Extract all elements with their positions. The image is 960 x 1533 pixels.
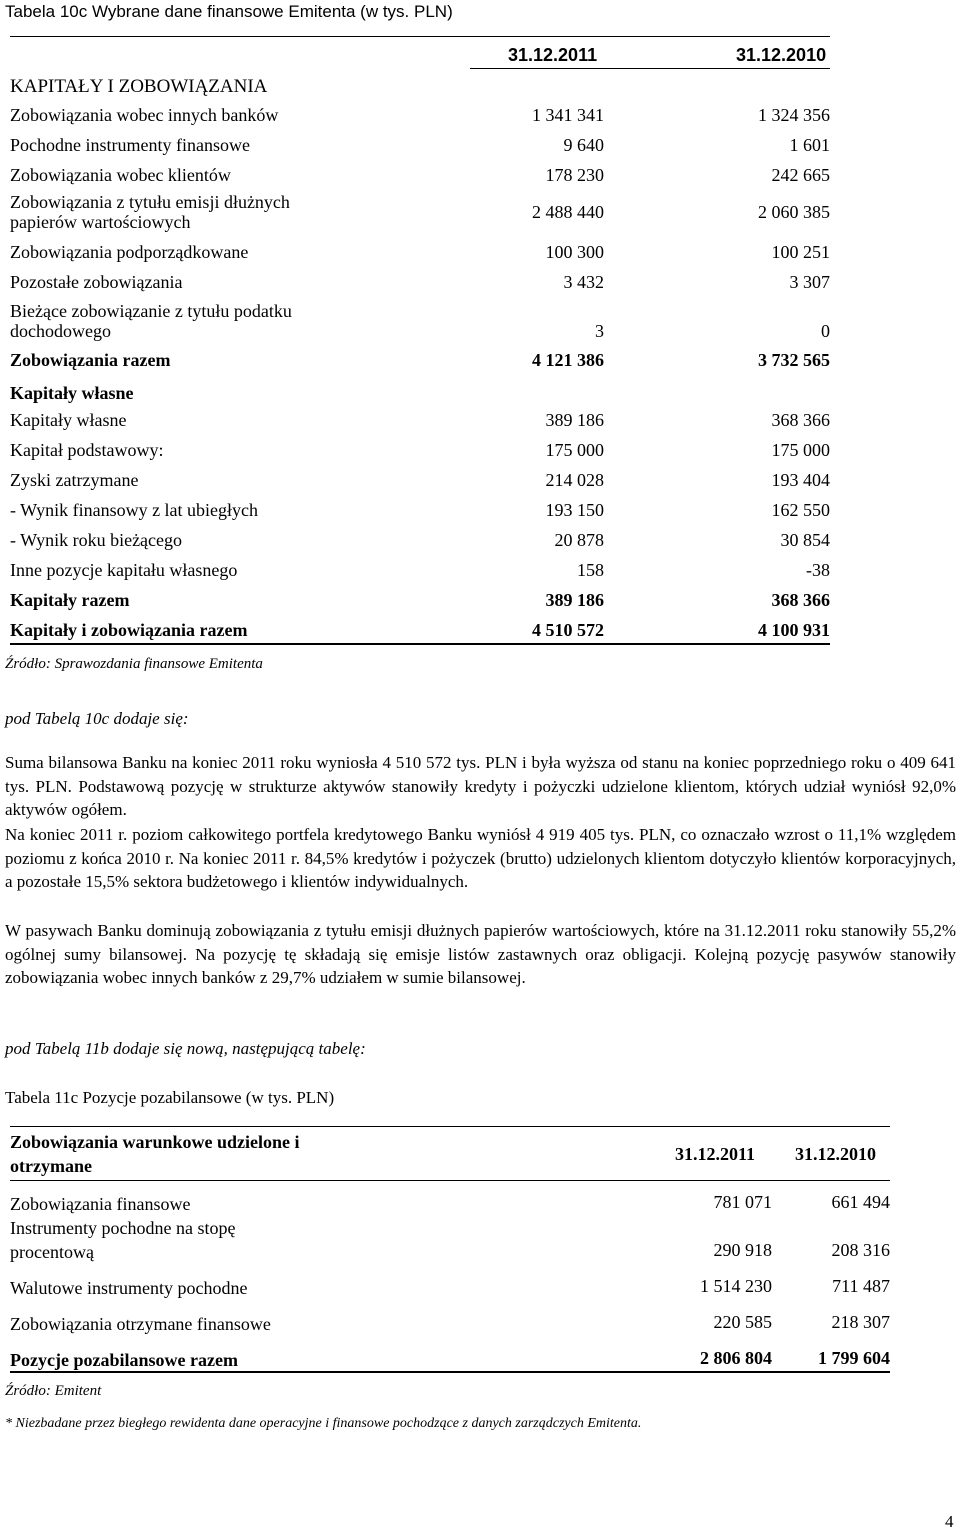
table-row — [10, 160, 830, 190]
row-label: Walutowe instrumenty pochodne — [10, 1278, 248, 1298]
row-value-2010: 162 550 — [771, 499, 830, 520]
row-value-2011: 4 121 386 — [532, 349, 604, 370]
row-value-2011: 3 432 — [563, 271, 604, 292]
row-value-2011: 290 918 — [713, 1240, 772, 1260]
row-label: Pochodne instrumenty finansowe — [10, 135, 250, 155]
row-label: Kapitał podstawowy: — [10, 440, 164, 460]
row-value-2011: 4 510 572 — [532, 619, 604, 640]
row-value-2011: 9 640 — [563, 134, 604, 155]
paragraph-1: Suma bilansowa Banku na koniec 2011 roku wyniosła 4 510 572 tys. PLN i była wyższa od stanu na koniec poprzedniego roku o 409 641 tys. PLN. Podstawową pozycję w strukturze aktywów stanowiły kredyty i pożyczki udzielone klientom, których udział wyniósł 92,0% aktywów ogółem. — [5, 753, 956, 819]
table-row — [10, 525, 830, 555]
table10c-col2-header: 31.12.2010 — [736, 45, 827, 65]
table-row — [10, 130, 830, 160]
row-label: Zobowiązania finansowe — [10, 1194, 191, 1214]
row-value-2011: 3 — [595, 320, 604, 341]
table-row — [10, 435, 830, 465]
row-label: Pozycje pozabilansowe razem — [10, 1350, 238, 1370]
table10c-top-rule — [10, 36, 830, 37]
table-row — [10, 100, 830, 130]
table11c-source: Źródło: Emitent — [5, 1383, 102, 1399]
row-label: Instrumenty pochodne na stopę procentową — [10, 1218, 236, 1262]
row-label: Zobowiązania podporządkowane — [10, 242, 249, 262]
table-row — [10, 1216, 890, 1266]
table11c-col2-header: 31.12.2010 — [795, 1144, 876, 1164]
row-label: Zobowiązania wobec innych banków — [10, 105, 279, 125]
table10c-caption: Tabela 10c Wybrane dane finansowe Emitenta (w tys. PLN) — [5, 2, 453, 21]
row-value-2010: 368 366 — [771, 589, 830, 610]
row-label: Kapitały i zobowiązania razem — [10, 620, 248, 640]
table-row — [10, 297, 830, 345]
footnote: * Niezbadane przez biegłego rewidenta dane operacyjne i finansowe pochodzące z danych zarządczych Emitenta. — [5, 1416, 642, 1431]
row-value-2010: 193 404 — [771, 469, 830, 490]
amendment-note-11b: pod Tabelą 11b dodaje się nową, następującą tabelę: — [5, 1039, 366, 1058]
table-row — [10, 555, 830, 585]
table11c-header-rule — [10, 1180, 890, 1181]
paragraph-3: W pasywach Banku dominują zobowiązania z tytułu emisji dłużnych papierów wartościowych, które na 31.12.2011 roku stanowiły 55,2% ogólnej sumy bilansowej. Na pozycję tę składają się emisje listów zastawnych oraz obligacji. Kolejną pozycję pasywów stanowiły zobowiązania wobec innych banków z 29,7% udziałem w sumie bilansowej. — [5, 921, 956, 987]
row-value-2011: 1 514 230 — [700, 1276, 772, 1296]
row-label: Zobowiązania razem — [10, 350, 171, 370]
table-row — [10, 585, 830, 615]
table-row — [10, 495, 830, 525]
table-row — [10, 1192, 890, 1218]
row-value-2011: 178 230 — [545, 164, 604, 185]
table10c-bottom-rule — [10, 643, 830, 645]
table11c-col1-header: 31.12.2011 — [675, 1144, 756, 1164]
table-row — [10, 378, 830, 408]
row-value-2011: 100 300 — [545, 241, 604, 262]
row-value-2010: 3 307 — [789, 271, 830, 292]
row-label: Kapitały własne — [10, 383, 134, 403]
table-row — [10, 615, 830, 645]
row-value-2010: 100 251 — [771, 241, 830, 262]
row-value-2011: 389 186 — [545, 409, 604, 430]
row-value-2011: 175 000 — [545, 439, 604, 460]
table-row — [10, 465, 830, 495]
table11c-bottom-rule — [10, 1371, 890, 1373]
row-value-2010: 661 494 — [831, 1192, 890, 1212]
row-value-2011: 214 028 — [545, 469, 604, 490]
row-value-2010: 218 307 — [831, 1312, 890, 1332]
table11c-caption: Tabela 11c Pozycje pozabilansowe (w tys. PLN) — [5, 1088, 335, 1107]
row-value-2011: 1 341 341 — [532, 104, 604, 125]
row-label: Zobowiązania wobec klientów — [10, 165, 231, 185]
row-value-2011: 781 071 — [713, 1192, 772, 1212]
row-label: Pozostałe zobowiązania — [10, 272, 183, 292]
row-value-2010: 242 665 — [771, 164, 830, 185]
row-label: Kapitały razem — [10, 590, 130, 610]
row-label: - Wynik finansowy z lat ubiegłych — [10, 500, 259, 520]
table-row — [10, 267, 830, 297]
row-value-2011: 20 878 — [554, 529, 604, 550]
row-value-2010: -38 — [806, 559, 830, 580]
row-value-2011: 193 150 — [545, 499, 604, 520]
row-value-2010: 175 000 — [771, 439, 830, 460]
table-row — [10, 237, 830, 267]
row-label: Zobowiązania z tytułu emisji dłużnych papierów wartościowych — [10, 192, 290, 232]
row-label: Bieżące zobowiązanie z tytułu podatku dochodowego — [10, 301, 292, 341]
table10c-col1-header: 31.12.2011 — [508, 45, 598, 65]
row-value-2011: 2 488 440 — [532, 201, 604, 222]
table-row — [10, 345, 830, 375]
table10c-source: Źródło: Sprawozdania finansowe Emitenta — [5, 656, 263, 672]
row-label: Inne pozycje kapitału własnego — [10, 560, 238, 580]
row-value-2010: 208 316 — [831, 1240, 890, 1260]
page-number: 4 — [945, 1512, 954, 1531]
row-label: Kapitały własne — [10, 410, 127, 430]
row-value-2010: 1 799 604 — [818, 1348, 890, 1368]
row-value-2011: 158 — [577, 559, 604, 580]
row-value-2010: 2 060 385 — [758, 201, 830, 222]
row-value-2010: 4 100 931 — [758, 619, 830, 640]
row-value-2011: 389 186 — [545, 589, 604, 610]
row-value-2010: 711 487 — [832, 1276, 890, 1296]
row-value-2011: 220 585 — [713, 1312, 772, 1332]
row-value-2011: 2 806 804 — [700, 1348, 772, 1368]
table-row — [10, 405, 830, 435]
row-value-2010: 3 732 565 — [758, 349, 830, 370]
paragraph-2: Na koniec 2011 r. poziom całkowitego portfela kredytowego Banku wyniósł 4 919 405 tys. PLN, co oznaczało wzrost o 11,1% względem poziomu z końca 2010 r. Na koniec 2011 r. 84,5% kredytów i pożyczek (brutto) udzielonych klientom dotyczyło klientów korporacyjnych, a pozostałe 15,5% sektora budżetowego i klientów indywidualnych. — [5, 825, 956, 891]
row-value-2010: 368 366 — [771, 409, 830, 430]
row-label: - Wynik roku bieżącego — [10, 530, 183, 550]
row-value-2010: 0 — [821, 320, 830, 341]
table10c-section-title: KAPITAŁY I ZOBOWIĄZANIA — [10, 76, 268, 97]
table-row — [10, 1276, 890, 1302]
table-row — [10, 188, 830, 236]
row-label: Zyski zatrzymane — [10, 470, 139, 490]
amendment-note-10c: pod Tabelą 10c dodaje się: — [5, 709, 189, 728]
table11c-header-label: Zobowiązania warunkowe udzielone i otrzymane — [10, 1132, 300, 1176]
row-value-2010: 1 601 — [789, 134, 830, 155]
table-row — [10, 1312, 890, 1338]
row-value-2010: 30 854 — [780, 529, 830, 550]
row-label: Zobowiązania otrzymane finansowe — [10, 1314, 271, 1334]
row-value-2010: 1 324 356 — [758, 104, 830, 125]
table10c-header-rule — [470, 68, 830, 69]
table11c-top-rule — [10, 1126, 890, 1127]
